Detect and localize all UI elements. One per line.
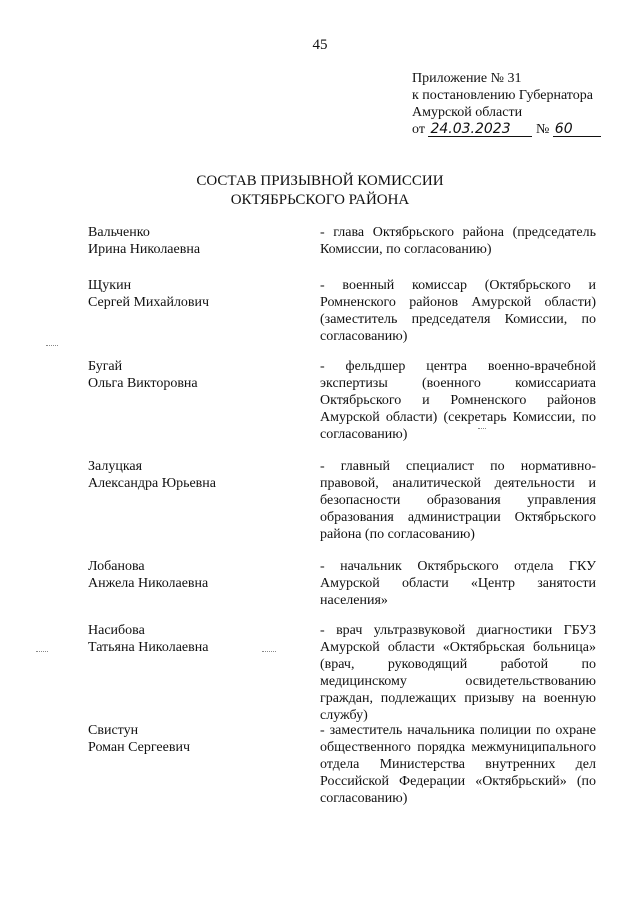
member-given-names: Роман Сергеевич (88, 740, 190, 755)
handwritten-number: 60 (553, 122, 601, 137)
scan-mark (478, 428, 486, 430)
member-role: - заместитель начальника полиции по охране общественного порядка межмуниципального отдела Министерства внутренних дел Российской Федерации «Октябрьский» (по согласованию) (320, 723, 596, 806)
annex-line-3: Амурской области (412, 105, 523, 120)
member-given-names: Сергей Михайлович (88, 295, 210, 310)
member-surname: Свистун (88, 723, 139, 738)
member-name (88, 277, 288, 311)
member-given-names: Татьяна Николаевна (88, 640, 209, 655)
annex-date-line (412, 121, 622, 138)
number-prefix: № (535, 122, 550, 137)
member-surname: Бугай (88, 359, 123, 374)
member-name (88, 358, 288, 392)
annex-line-2: к постановлению Губернатора (412, 88, 593, 103)
member-role: - главный специалист по нормативно-правовой, аналитической деятельности и безопасности образования управления образования администрации Октябрьского района (по согласованию) (320, 459, 596, 542)
member-role: - фельдшер центра военно-врачебной экспертизы (военного комиссариата Октябрьского и Ромненского районов Амурской области) (секретарь Комиссии, по согласованию) (320, 359, 596, 442)
member-name (88, 722, 288, 756)
member-role: - военный комиссар (Октябрьского и Ромненского районов Амурской области) (заместитель председателя Комиссии, по согласованию) (320, 278, 596, 344)
title-line-2: ОКТЯБРЬСКОГО РАЙОНА (230, 192, 410, 208)
member-given-names: Ольга Викторовна (88, 376, 198, 391)
member-name (88, 558, 288, 592)
member-surname: Щукин (88, 278, 132, 293)
member-surname: Вальченко (88, 225, 150, 240)
scan-mark (46, 345, 58, 347)
member-role: - врач ультразвуковой диагностики ГБУЗ Амурской области «Октябрьская больница» (врач, руководящий работой по медицинскому освидетельствованию граждан, подлежащих призыву на военную службу) (320, 623, 596, 723)
member-role: - начальник Октябрьского отдела ГКУ Амурской области «Центр занятости населения» (320, 559, 596, 608)
document-title (0, 172, 640, 210)
date-prefix: от (412, 122, 425, 137)
member-name (88, 224, 288, 258)
member-given-names: Анжела Николаевна (88, 576, 209, 591)
member-surname: Лобанова (88, 559, 145, 574)
title-line-1: СОСТАВ ПРИЗЫВНОЙ КОМИССИИ (196, 173, 444, 189)
member-given-names: Ирина Николаевна (88, 242, 201, 257)
member-surname: Залуцкая (88, 459, 143, 474)
scan-mark (262, 651, 276, 653)
member-name (88, 622, 288, 656)
member-name (88, 458, 288, 492)
annex-header (412, 70, 622, 138)
handwritten-date: 24.03.2023 (428, 122, 532, 137)
annex-line-1: Приложение № 31 (412, 71, 522, 86)
member-given-names: Александра Юрьевна (88, 476, 216, 491)
page-number: 45 (312, 37, 328, 53)
scan-mark (36, 651, 48, 653)
member-role: - глава Октябрьского района (председатель Комиссии, по согласованию) (320, 225, 596, 257)
member-surname: Насибова (88, 623, 145, 638)
